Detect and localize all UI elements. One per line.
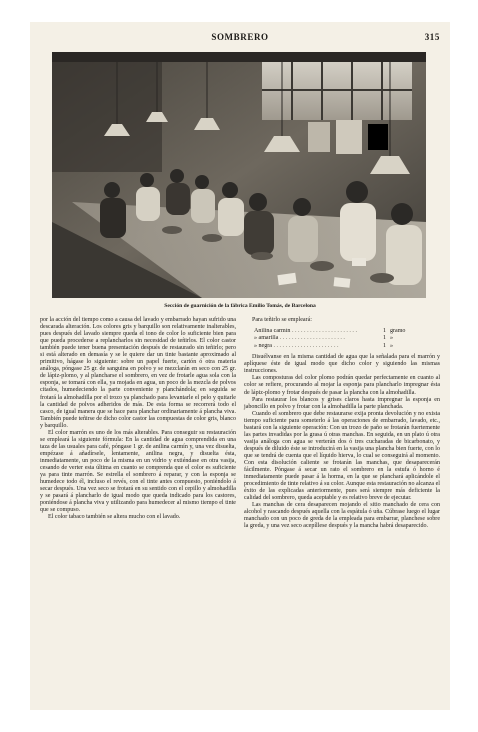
paragraph: Para restaurar los blancos y grises claros hasta impregnar la esponja en jaboncillo en polvo y frotar con la almohadilla la parte planchada.: [244, 396, 440, 410]
page-number: 315: [424, 32, 440, 42]
left-column: [40, 317, 236, 521]
ingredient-name: » amarilla . . .: [254, 335, 368, 342]
paragraph: El color tabaco también se altera mucho con el lavado.: [48, 514, 181, 521]
paragraph: Las manchas de cera desaparecen mojando el sitio manchado de cera con alcohol y rascando después aquella con la espátula ó uña. Cúbrase luego el lugar manchado con un poco de greda de la empleada para embarrar, planchese sobre la greda, y una vez seco acepíllese después y la mancha habrá desaparecido.: [244, 502, 440, 530]
ingredient-name: » negra . . .: [254, 343, 368, 350]
paragraph: Las composturas del color plomo podrán quedar perfectamente en cuanto al color se refiere, procurando al mojar la esponja para plancharlo impregnar ésta de lápiz-plomo y frotar después de pasar la plancha con la almohadilla.: [244, 375, 440, 396]
formula-row: [254, 328, 440, 335]
formula-row: [254, 335, 440, 342]
paragraph: Para teñirlo se empleará:: [252, 317, 312, 323]
right-column: [244, 317, 440, 530]
formula-row: [254, 343, 440, 350]
book-page: [30, 22, 450, 710]
paragraph: Cuando el sombrero que debe restaurarse exija pronta devolución y no exista tiempo suficiente para someterlo á las operaciones de embarrado, lavado, etc., bastará con la siguiente operación: Con un trozo de paño se frotarán fuertemente las partes invadidas por la grasa ú otras manchas. En seguida, en un plato ú otra vasija análoga con agua se verterán dos ó tres cucharadas de bicarbonato, y después de diluido éste se introducirá en la vasija una plancha bien fuerte, con lo que se tendrá de cuenta que el líquido hierva, lo cual se conseguirá al momento. Con esta disolución caliente se frotarán las manchas, que desaparecerán fácilmente. Póngase á secar un rato el sombrero en la estufa ó horno é inmediatamente puede pasar á la horma, en la que se planchará aplicándole el procedimiento de tinte relativo á su color. Aunque esta restauración no alcanza el éxito de las explicadas anteriormente, pues será siempre más deficiente la calidad del sombrero, queda aceptable y es relativo breve de ejecutar.: [244, 410, 440, 502]
ingredient-unit: gramo: [390, 328, 406, 335]
ingredient-quantity: 1: [382, 328, 386, 335]
paragraph: Disuélvanse en la misma cantidad de agua que la señalada para el marrón y aplíquese éste de igual modo que dicho color y siguiendo las mismas instrucciones.: [244, 354, 440, 375]
ingredient-quantity: 1: [382, 335, 386, 342]
paragraph: por la acción del tiempo como a causa del lavado y embarrado hayan sufrido una descarada alteración. Los colores gris y barquillo son relativamente inalterables, pues después del lavado siempre queda el tono de color lo suficiente bien para que pueda procederse a replancharlos sin necesidad de teñirlos. El color castor también puede tener buena presentación después de restaurado sin teñirlo; pero si está alterado en demasía y se le quiere dar un tinte bastante aproximado al primitivo, hágase lo siguiente: sobre un papel fuerte, cartón ó otra materia análoga, póngase 25 gr. de sanguina en polvo y se mezclarán en seco con 25 gr. de lápiz-plomo, y al plancharse el sombrero, en vez de frotarle agua sola con la esponja, se tomará con ella, ya mojada en agua, un poco de la mezcla de polvos citados, humedeciendo la parte conveniente y planchándola; en seguida se frotará la almohadilla por el trozo ya planchado para levantarle el pelo y quitarle la cantidad de polvos adheridos de más. De esta forma se recorrerá todo el casco, de igual manera que se hace para planchar ordinariamente á plancha viva. También puede teñirse de dicho color castor las compuestas de color gris, blanco y barquillo.: [40, 317, 236, 429]
ingredient-quantity: 1: [382, 342, 386, 349]
dye-formula: [254, 328, 440, 350]
ingredient-unit: »: [390, 342, 394, 349]
figure-caption: Sección de guarnición de la fábrica Emilio Tomás, de Barcelona: [164, 303, 316, 309]
running-title: SOMBRERO: [211, 32, 269, 42]
ingredient-unit: »: [390, 335, 394, 342]
paragraph: El color marrón es uno de los más alterables. Para conseguir su restauración se empleará la siguiente fórmula: En la cantidad de agua comprendida en una taza de las usuales para café, póngase 1 gr. de anilina carmín y, una vez disuelta, empézase á añadírsele, lentamente, anilina negra, y disuelta ésta, inmediatamente, un poco de la misma en un vidrio y extiéndase en otra vasija, cesando de verter esta última en cuanto se comprenda que el color es suficiente ya para tinte marrón. Se estrella el sombrero á reparar, y con la esponja se humedece todo él, incluso el revés, con el tinte antes compuesto, poniéndolo á secar después. Una vez seco se frotará en su sentido con el cepillo y almohadilla y se pasará á plancharlo de igual modo que queda indicado para los castores, poniéndose á plancha viva y utilizando para humedecer al mismo tiempo el tinte que se compuso.: [40, 429, 236, 514]
running-head: [30, 32, 450, 44]
factory-photograph: [52, 52, 426, 298]
ingredient-name: Anilina carmín . . .: [254, 328, 368, 335]
